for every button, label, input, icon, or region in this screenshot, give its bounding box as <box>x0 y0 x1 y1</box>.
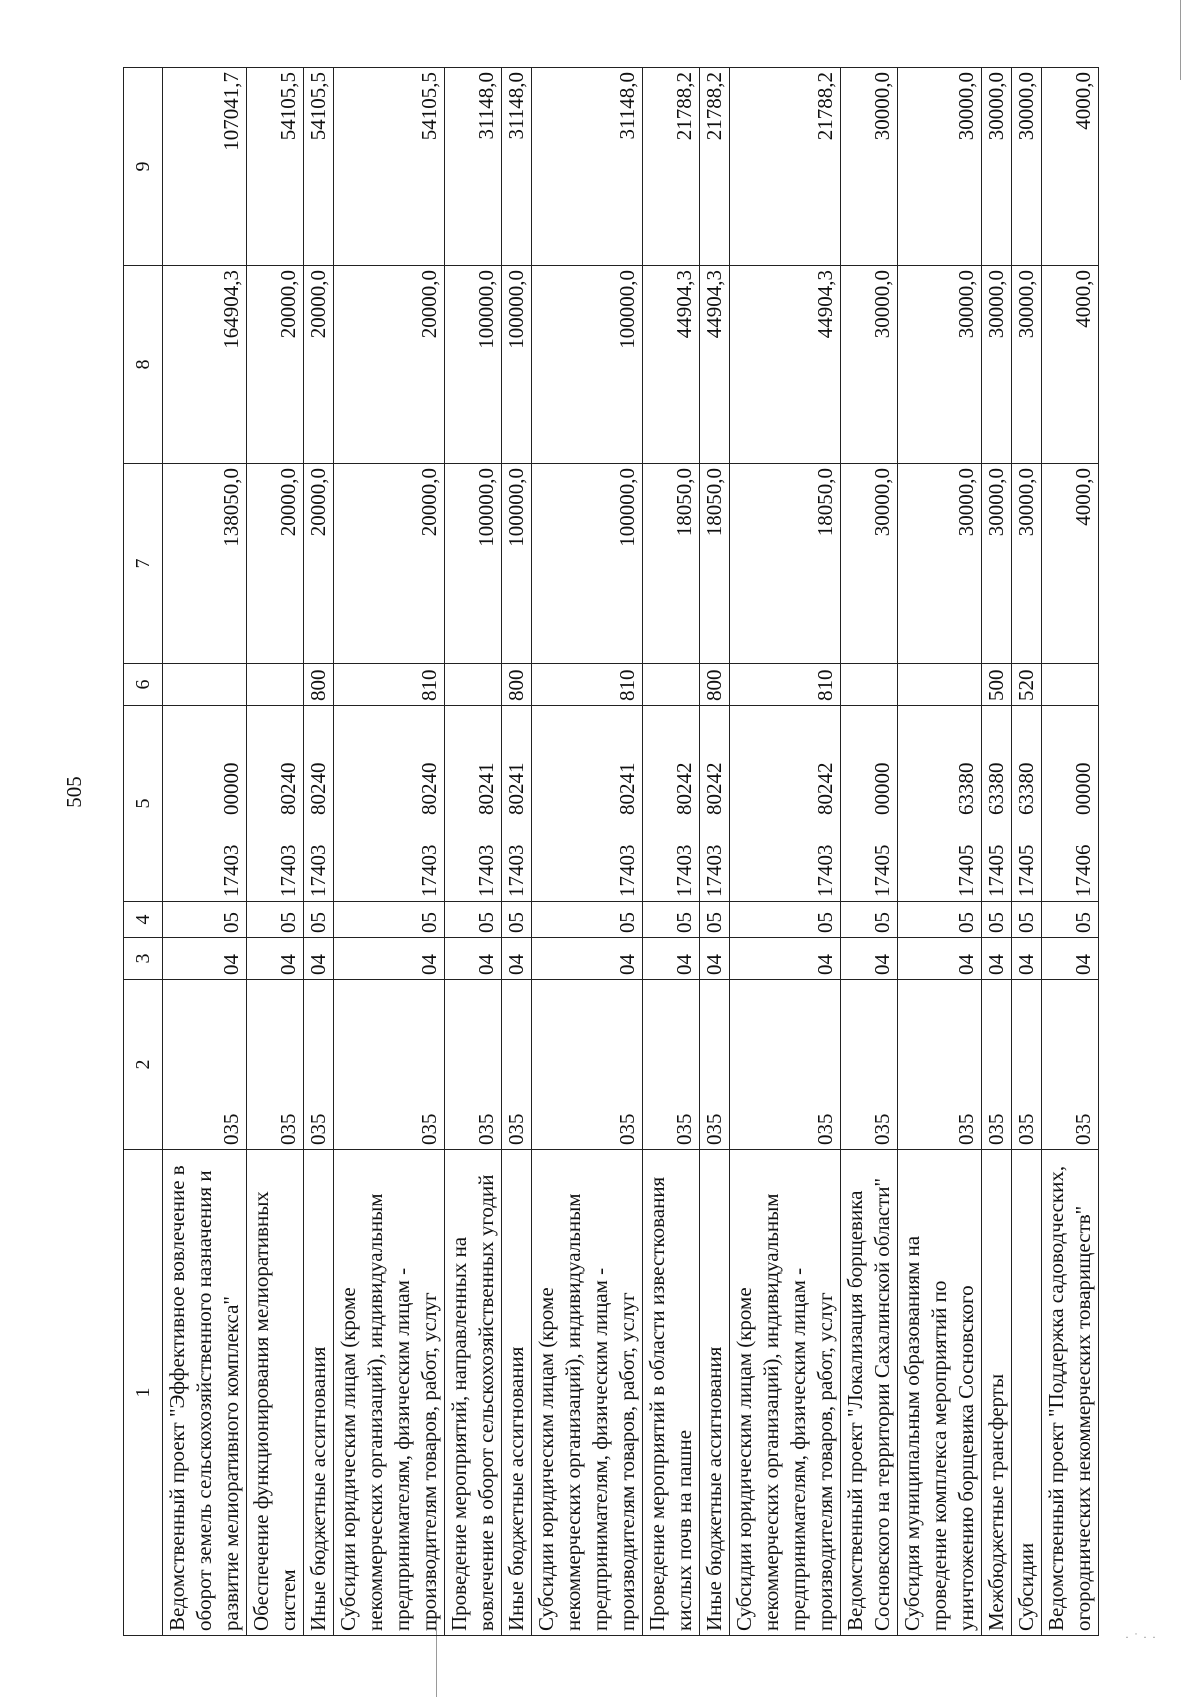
amount-cell-1: 20000,0 <box>247 464 304 664</box>
subsection-cell: 05 <box>841 902 898 938</box>
table-row <box>532 68 643 1636</box>
program-code-part-a: 17403 <box>276 844 300 897</box>
expense-type-cell: 520 <box>1012 664 1042 706</box>
subsection-cell: 05 <box>304 902 334 938</box>
subsection-cell: 05 <box>898 902 982 938</box>
table-row <box>502 68 532 1636</box>
name-cell: Ведомственный проект "Поддержка садоводческих, огороднических некоммерческих товариществ" <box>1042 1150 1099 1636</box>
name-cell: Иные бюджетные ассигнования <box>700 1150 730 1636</box>
section-cell: 04 <box>247 938 304 980</box>
program-code-part-a: 17405 <box>1014 844 1038 897</box>
amount-cell-2: 44904,3 <box>700 266 730 464</box>
name-cell: Субсидии юридическим лицам (кроме некоммерческих организаций), индивидуальным предпринимателям, физическим лицам - производителям товаров, работ, услуг <box>532 1150 643 1636</box>
section-cell: 04 <box>304 938 334 980</box>
amount-cell-3: 21788,2 <box>643 68 700 266</box>
program-code-part-a: 17405 <box>954 844 978 897</box>
amount-cell-3: 21788,2 <box>730 68 841 266</box>
expense-type-cell: 800 <box>502 664 532 706</box>
table-row <box>334 68 445 1636</box>
name-cell: Обеспечение функционирования мелиоративных систем <box>247 1150 304 1636</box>
program-code-cell <box>163 706 247 902</box>
budget-table <box>123 67 1099 1636</box>
program-code-part-b: 80242 <box>813 762 837 815</box>
expense-type-cell: 810 <box>730 664 841 706</box>
program-code-part-a: 17403 <box>672 844 696 897</box>
ministry-code-cell: 035 <box>982 980 1012 1150</box>
expense-type-cell <box>163 664 247 706</box>
header-cell: 9 <box>124 68 163 266</box>
program-code-cell <box>730 706 841 902</box>
program-code-cell <box>643 706 700 902</box>
amount-cell-2: 20000,0 <box>334 266 445 464</box>
ministry-code-cell: 035 <box>334 980 445 1150</box>
amount-cell-2: 100000,0 <box>502 266 532 464</box>
program-code-part-b: 63380 <box>954 762 978 815</box>
name-cell: Ведомственный проект "Локализация борщевика Сосновского на территории Сахалинской области" <box>841 1150 898 1636</box>
expense-type-cell: 810 <box>532 664 643 706</box>
program-code-part-b: 00000 <box>1071 762 1095 815</box>
amount-cell-3: 4000,0 <box>1042 68 1099 266</box>
amount-cell-2: 44904,3 <box>643 266 700 464</box>
expense-type-cell <box>445 664 502 706</box>
program-code-cell <box>532 706 643 902</box>
amount-cell-2: 44904,3 <box>730 266 841 464</box>
amount-cell-2: 30000,0 <box>982 266 1012 464</box>
program-code-part-a: 17403 <box>306 844 330 897</box>
amount-cell-3: 30000,0 <box>841 68 898 266</box>
ministry-code-cell: 035 <box>841 980 898 1150</box>
table-row <box>841 68 898 1636</box>
header-row <box>124 68 163 1636</box>
amount-cell-2: 30000,0 <box>841 266 898 464</box>
ministry-code-cell: 035 <box>247 980 304 1150</box>
amount-cell-3: 54105,5 <box>247 68 304 266</box>
header-cell: 7 <box>124 464 163 664</box>
amount-cell-3: 30000,0 <box>982 68 1012 266</box>
program-code-part-a: 17403 <box>702 844 726 897</box>
program-code-cell <box>304 706 334 902</box>
header-cell: 3 <box>124 938 163 980</box>
name-cell: Субсидии юридическим лицам (кроме некоммерческих организаций), индивидуальным предпринимателям, физическим лицам - производителям товаров, работ, услуг <box>334 1150 445 1636</box>
amount-cell-3: 21788,2 <box>700 68 730 266</box>
amount-cell-2: 100000,0 <box>445 266 502 464</box>
subsection-cell: 05 <box>1012 902 1042 938</box>
table-row <box>730 68 841 1636</box>
amount-cell-3: 54105,5 <box>304 68 334 266</box>
subsection-cell: 05 <box>502 902 532 938</box>
name-cell: Проведение мероприятий в области известкования кислых почв на пашне <box>643 1150 700 1636</box>
amount-cell-2: 164904,3 <box>163 266 247 464</box>
program-code-part-b: 80240 <box>306 762 330 815</box>
program-code-part-a: 17405 <box>870 844 894 897</box>
program-code-part-b: 80240 <box>276 762 300 815</box>
program-code-part-b: 80240 <box>417 762 441 815</box>
expense-type-cell <box>1042 664 1099 706</box>
amount-cell-1: 18050,0 <box>730 464 841 664</box>
amount-cell-1: 18050,0 <box>700 464 730 664</box>
section-cell: 04 <box>502 938 532 980</box>
ministry-code-cell: 035 <box>304 980 334 1150</box>
name-cell: Иные бюджетные ассигнования <box>502 1150 532 1636</box>
program-code-part-a: 17406 <box>1071 844 1095 897</box>
amount-cell-2: 30000,0 <box>898 266 982 464</box>
expense-type-cell: 800 <box>700 664 730 706</box>
amount-cell-2: 20000,0 <box>304 266 334 464</box>
expense-type-cell: 810 <box>334 664 445 706</box>
amount-cell-2: 20000,0 <box>247 266 304 464</box>
program-code-cell <box>445 706 502 902</box>
expense-type-cell: 500 <box>982 664 1012 706</box>
program-code-part-b: 80241 <box>474 762 498 815</box>
ministry-code-cell: 035 <box>730 980 841 1150</box>
table-row <box>445 68 502 1636</box>
program-code-part-a: 17403 <box>474 844 498 897</box>
table-row <box>898 68 982 1636</box>
name-cell: Проведение мероприятий, направленных на вовлечение в оборот сельскохозяйственных угодий <box>445 1150 502 1636</box>
program-code-part-b: 63380 <box>1014 762 1038 815</box>
expense-type-cell <box>841 664 898 706</box>
subsection-cell: 05 <box>163 902 247 938</box>
amount-cell-3: 31148,0 <box>502 68 532 266</box>
table-row <box>247 68 304 1636</box>
header-cell: 6 <box>124 664 163 706</box>
program-code-cell <box>841 706 898 902</box>
rotated-sheet <box>123 68 1095 1636</box>
subsection-cell: 05 <box>334 902 445 938</box>
program-code-part-a: 17403 <box>219 844 243 897</box>
table-row <box>304 68 334 1636</box>
expense-type-cell: 800 <box>304 664 334 706</box>
amount-cell-1: 30000,0 <box>841 464 898 664</box>
program-code-part-b: 80241 <box>504 762 528 815</box>
ministry-code-cell: 035 <box>1042 980 1099 1150</box>
amount-cell-3: 30000,0 <box>1012 68 1042 266</box>
subsection-cell: 05 <box>247 902 304 938</box>
amount-cell-1: 30000,0 <box>1012 464 1042 664</box>
subsection-cell: 05 <box>982 902 1012 938</box>
program-code-cell <box>334 706 445 902</box>
subsection-cell: 05 <box>700 902 730 938</box>
page-number: 505 <box>62 776 86 808</box>
program-code-cell <box>1012 706 1042 902</box>
amount-cell-1: 20000,0 <box>334 464 445 664</box>
table-row <box>163 68 247 1636</box>
program-code-part-a: 17403 <box>813 844 837 897</box>
subsection-cell: 05 <box>445 902 502 938</box>
ministry-code-cell: 035 <box>502 980 532 1150</box>
amount-cell-1: 20000,0 <box>304 464 334 664</box>
subsection-cell: 05 <box>730 902 841 938</box>
ministry-code-cell: 035 <box>898 980 982 1150</box>
program-code-cell <box>502 706 532 902</box>
program-code-cell <box>982 706 1012 902</box>
section-cell: 04 <box>700 938 730 980</box>
amount-cell-3: 54105,5 <box>334 68 445 266</box>
amount-cell-3: 107041,7 <box>163 68 247 266</box>
program-code-part-a: 17405 <box>984 844 1008 897</box>
program-code-cell <box>1042 706 1099 902</box>
amount-cell-1: 138050,0 <box>163 464 247 664</box>
name-cell: Субсидии юридическим лицам (кроме некоммерческих организаций), индивидуальным предпринимателям, физическим лицам - производителям товаров, работ, услуг <box>730 1150 841 1636</box>
program-code-part-b: 63380 <box>984 762 1008 815</box>
table-row <box>643 68 700 1636</box>
table-row <box>1012 68 1042 1636</box>
table-row <box>1042 68 1099 1636</box>
table-row <box>700 68 730 1636</box>
section-cell: 04 <box>1042 938 1099 980</box>
header-cell: 8 <box>124 266 163 464</box>
expense-type-cell <box>898 664 982 706</box>
section-cell: 04 <box>532 938 643 980</box>
header-cell: 2 <box>124 980 163 1150</box>
ministry-code-cell: 035 <box>532 980 643 1150</box>
amount-cell-1: 18050,0 <box>643 464 700 664</box>
program-code-cell <box>247 706 304 902</box>
header-cell: 1 <box>124 1150 163 1636</box>
amount-cell-1: 30000,0 <box>898 464 982 664</box>
name-cell: Субсидия муниципальным образованиям на проведение комплекса мероприятий по уничтожению борщевика Сосновского <box>898 1150 982 1636</box>
amount-cell-1: 100000,0 <box>502 464 532 664</box>
header-cell: 4 <box>124 902 163 938</box>
amount-cell-1: 4000,0 <box>1042 464 1099 664</box>
program-code-part-a: 17403 <box>615 844 639 897</box>
section-cell: 04 <box>1012 938 1042 980</box>
program-code-part-b: 00000 <box>219 762 243 815</box>
ministry-code-cell: 035 <box>643 980 700 1150</box>
amount-cell-3: 30000,0 <box>898 68 982 266</box>
section-cell: 04 <box>643 938 700 980</box>
amount-cell-1: 30000,0 <box>982 464 1012 664</box>
program-code-part-a: 17403 <box>504 844 528 897</box>
program-code-part-a: 17403 <box>417 844 441 897</box>
section-cell: 04 <box>445 938 502 980</box>
program-code-part-b: 80241 <box>615 762 639 815</box>
expense-type-cell <box>247 664 304 706</box>
program-code-part-b: 80242 <box>672 762 696 815</box>
program-code-cell <box>898 706 982 902</box>
amount-cell-3: 31148,0 <box>445 68 502 266</box>
amount-cell-1: 100000,0 <box>445 464 502 664</box>
expense-type-cell <box>643 664 700 706</box>
name-cell: Ведомственный проект "Эффективное вовлечение в оборот земель сельскохозяйственного назначения и развитие мелиоративного комплекса" <box>163 1150 247 1636</box>
name-cell: Субсидии <box>1012 1150 1042 1636</box>
program-code-cell <box>700 706 730 902</box>
scan-artifact-line <box>1180 0 1181 80</box>
amount-cell-2: 30000,0 <box>1012 266 1042 464</box>
section-cell: 04 <box>982 938 1012 980</box>
name-cell: Иные бюджетные ассигнования <box>304 1150 334 1636</box>
ministry-code-cell: 035 <box>445 980 502 1150</box>
amount-cell-2: 4000,0 <box>1042 266 1099 464</box>
ministry-code-cell: 035 <box>1012 980 1042 1150</box>
section-cell: 04 <box>898 938 982 980</box>
subsection-cell: 05 <box>532 902 643 938</box>
ministry-code-cell: 035 <box>163 980 247 1150</box>
section-cell: 04 <box>163 938 247 980</box>
section-cell: 04 <box>334 938 445 980</box>
table-row <box>982 68 1012 1636</box>
subsection-cell: 05 <box>643 902 700 938</box>
amount-cell-3: 31148,0 <box>532 68 643 266</box>
header-cell: 5 <box>124 706 163 902</box>
program-code-part-b: 80242 <box>702 762 726 815</box>
section-cell: 04 <box>841 938 898 980</box>
section-cell: 04 <box>730 938 841 980</box>
name-cell: Межбюджетные трансферты <box>982 1150 1012 1636</box>
scan-artifact-dots: · ˙ · · <box>1125 1630 1157 1644</box>
amount-cell-1: 100000,0 <box>532 464 643 664</box>
ministry-code-cell: 035 <box>700 980 730 1150</box>
amount-cell-2: 100000,0 <box>532 266 643 464</box>
subsection-cell: 05 <box>1042 902 1099 938</box>
program-code-part-b: 00000 <box>870 762 894 815</box>
